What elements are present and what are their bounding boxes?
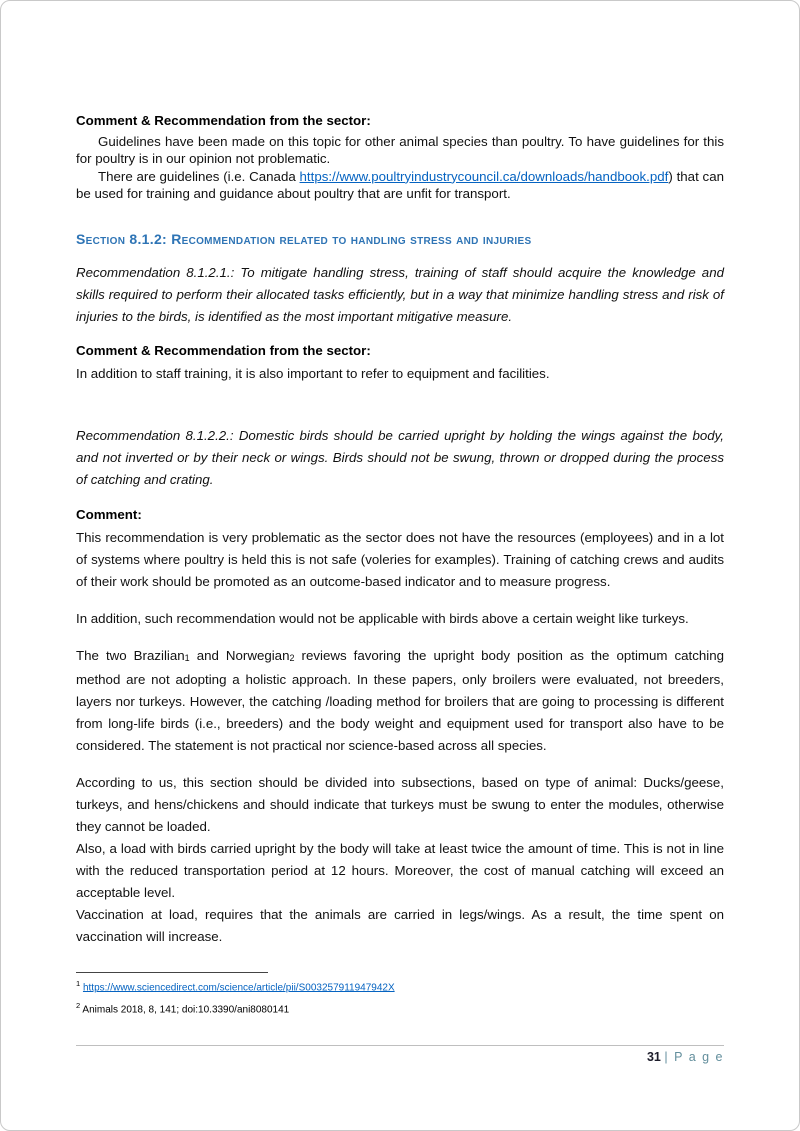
footnote-ref-1: 1 [184,653,190,664]
paragraph: Guidelines have been made on this topic for other animal species than poultry. To have guidelines for this for poultry is in our opinion not problematic. [76,134,724,167]
footer-rule [76,1045,724,1046]
page-number [76,1050,724,1064]
footnote-1 [76,977,724,995]
paragraph-text: The two Brazilian [76,648,185,664]
paragraph-group [76,772,724,948]
handbook-link[interactable]: https://www.poultryindustrycouncil.ca/downloads/handbook.pdf [299,168,669,184]
recommendation-8121: Recommendation 8.1.2.1.: To mitigate handling stress, training of staff should acquire the knowledge and skills required to perform their allocated tasks efficiently, but in a way that minimize handling stress and risk of injuries to the birds, is identified as the most important mitigative measure. [76,265,724,325]
paragraph: In addition, such recommendation would not be applicable with birds above a certain weight like turkeys. [76,611,689,627]
page-content [76,112,724,948]
paragraph [76,645,724,757]
paragraph: Vaccination at load, requires that the animals are carried in legs/wings. As a result, the time spent on vaccination will increase. [76,907,724,945]
footnote-2 [76,999,724,1017]
footnote-text: Animals 2018, 8, 141; doi:10.3390/ani8080141 [82,1004,290,1016]
paragraph: According to us, this section should be divided into subsections, based on type of animal: Ducks/geese, turkeys, and hens/chickens and should indicate that turkeys must be swung to enter the modules, otherwise they cannot be loaded. [76,775,724,835]
footnote-ref-2: 2 [289,653,295,664]
page-label [664,1050,724,1064]
footnote-separator [76,972,268,973]
paragraph [76,168,724,203]
page-footer [76,1045,724,1064]
footnotes [76,972,724,1018]
paragraph: This recommendation is very problematic as the sector does not have the resources (employees) and in a lot of systems where poultry is held this is not safe (voleries for examples). Training of catching crews and audits of their work should be promoted as an outcome-based indicator and to measure progress. [76,530,724,590]
paragraph: In addition to staff training, it is also important to refer to equipment and facilities. [76,366,550,382]
page-number-value: 31 [646,1050,661,1064]
sciencedirect-link[interactable]: https://www.sciencedirect.com/science/article/pii/S003257911947942X [82,982,395,994]
footnote-marker-2: 2 [76,1001,81,1011]
section-heading: Section 8.1.2: Recommendation related to handling stress and injuries [76,231,532,248]
comment-heading: Comment: [76,507,142,523]
footnote-marker-1: 1 [76,979,81,988]
page-label-separator: | [664,1050,670,1064]
sector-comment-heading-2: Comment & Recommendation from the sector: [76,343,371,359]
recommendation-8122: Recommendation 8.1.2.2.: Domestic birds should be carried upright by holding the wings against the body, and not inverted or by their neck or wings. Birds should not be swung, thrown or dropped during the process of catching and crating. [76,428,724,488]
page-label-text: P a g e [674,1050,724,1064]
sector-comment-heading-1: Comment & Recommendation from the sector: [76,113,371,128]
paragraph: Also, a load with birds carried upright by the body will take at least twice the amount of time. This is not in line with the reduced transportation period at 12 hours. Moreover, the cost of manual catching will exceed an acceptable level. [76,841,724,901]
paragraph-text: ) that can be used for training and guidance about poultry that are unfit for transport. [76,168,724,201]
paragraph-text: and Norwegian [189,648,290,664]
paragraph-text: reviews favoring the upright body position as the optimum catching method are not adopting a holistic approach. In these papers, only broilers were evaluated, not breeders, layers nor turkeys. However, the catching /loading method for broilers that are going to processing is different from long-life birds (i.e., breeders) and the body weight and equipment used for transport also have to be considered. The statement is not practical nor science-based across all species. [76,648,724,754]
paragraph-text: There are guidelines (i.e. Canada [98,168,300,184]
